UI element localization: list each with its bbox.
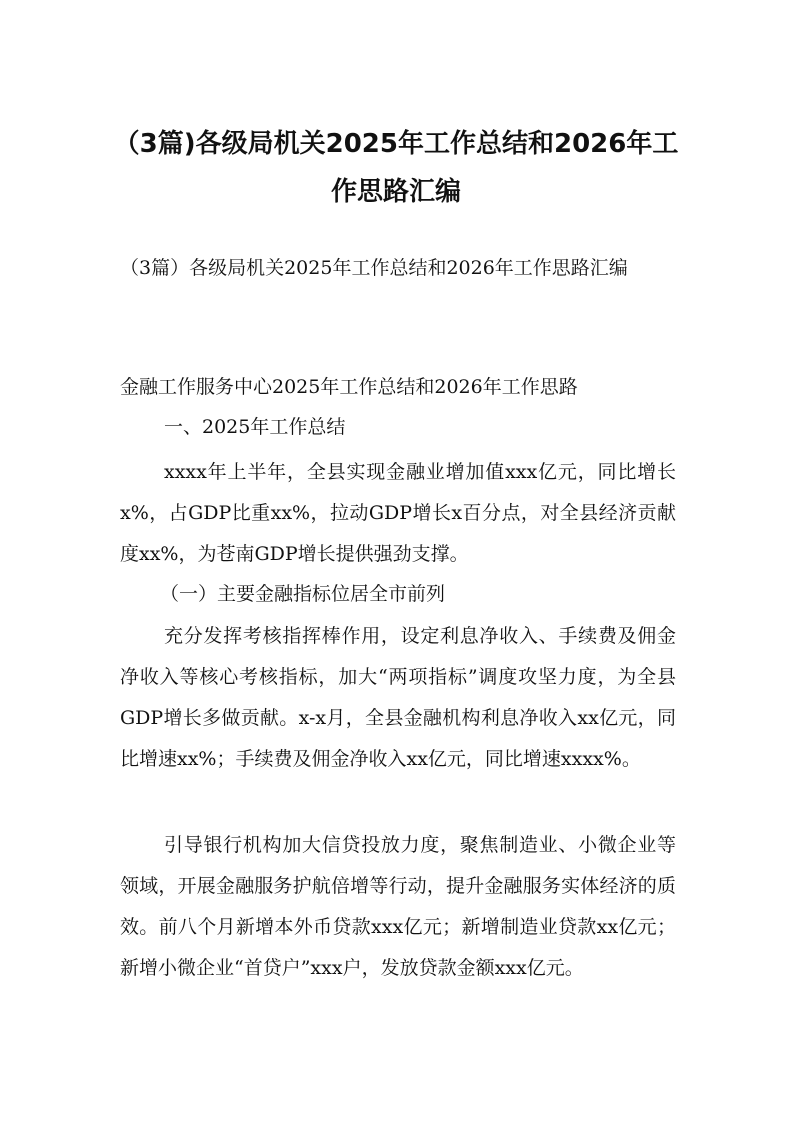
paragraph-credit-lending: 引导银行机构加大信贷投放力度，聚焦制造业、小微企业等领域，开展金融服务护航倍增等行动，提升金融服务实体经济的质效。前八个月新增本外币贷款xxx亿元；新增制造业贷款xx亿元；新增小微企业“首贷户”xxx户，发放贷款金额xxx亿元。: [120, 834, 676, 979]
heading-work-summary: 一、2025年工作总结: [164, 416, 346, 438]
paragraph-assessment-indicators: 充分发挥考核指挥棒作用，设定利息净收入、手续费及佣金净收入等核心考核指标，加大“两项指标”调度攻坚力度，为全县GDP增长多做贡献。x-x月，全县金融机构利息净收入xx亿元，同比增速xx%；手续费及佣金净收入xx亿元，同比增速xxxx%。: [120, 625, 676, 770]
heading-financial-indicators: （一）主要金融指标位居全市前列: [160, 583, 446, 605]
paragraph-gdp-contribution: xxxx年上半年，全县实现金融业增加值xxx亿元，同比增长x%，占GDP比重xx%，拉动GDP增长x百分点，对全县经济贡献度xx%，为苍南GDP增长提供强劲支撑。: [120, 461, 676, 565]
document-title: （3篇)各级局机关2025年工作总结和2026年工作思路汇编: [113, 129, 679, 207]
document-subtitle: （3篇）各级局机关2025年工作总结和2026年工作思路汇编: [120, 257, 628, 279]
section-heading: 金融工作服务中心2025年工作总结和2026年工作思路: [120, 376, 578, 398]
